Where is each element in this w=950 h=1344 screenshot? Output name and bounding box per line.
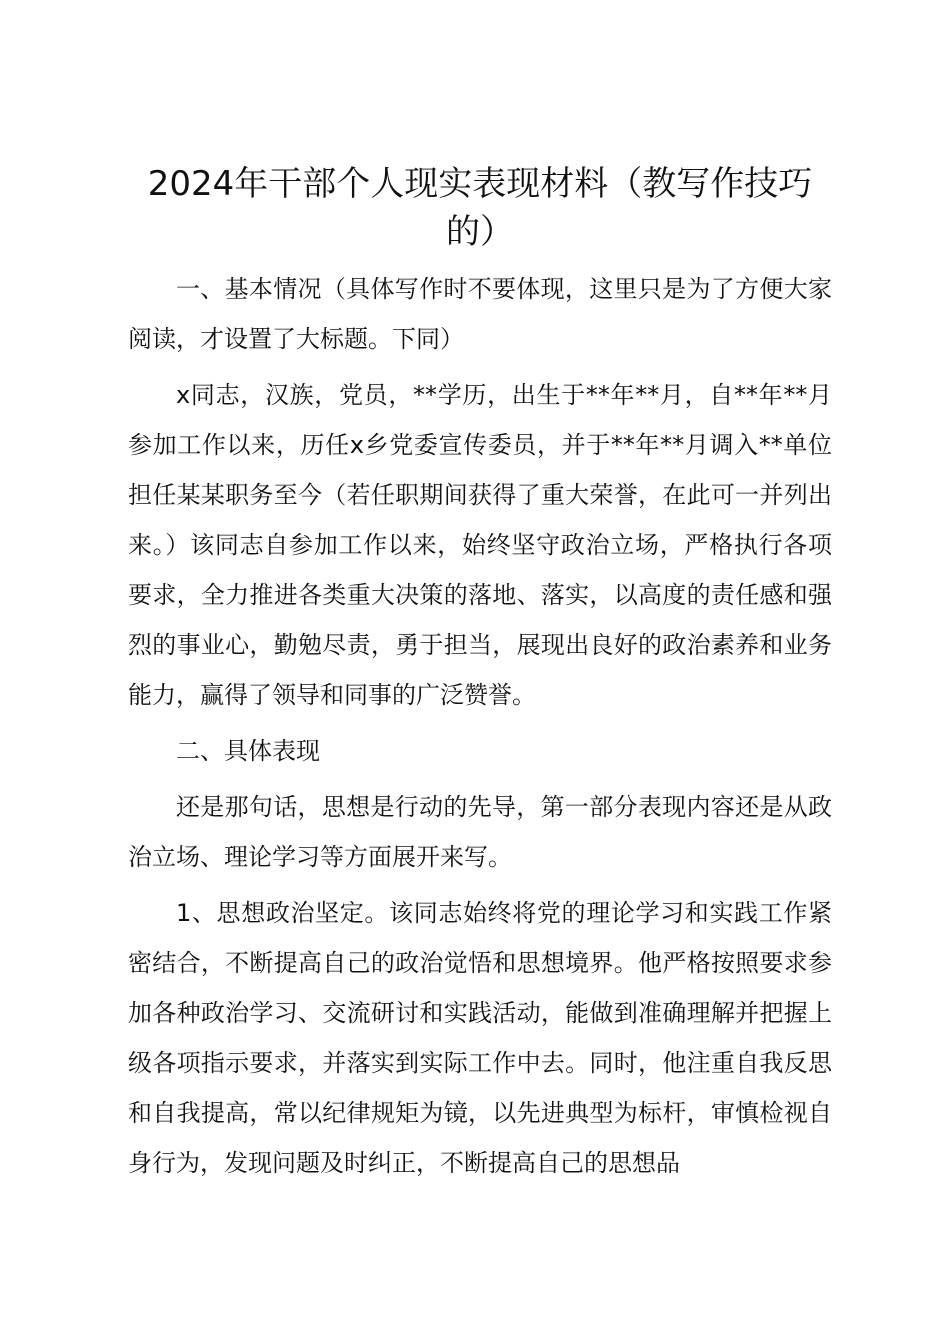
paragraph-intro: 还是那句话，思想是行动的先导，第一部分表现内容还是从政治立场、理论学习等方面展开来写。 [128,793,832,871]
section-heading-performance: 二、具体表现 [176,737,320,765]
document-body [128,160,832,1194]
document-title: 2024年干部个人现实表现材料（教写作技巧的） [147,164,813,252]
paragraph-ideology: 1、思想政治坚定。该同志始终将党的理论学习和实践工作紧密结合，不断提高自己的政治觉悟和思想境界。他严格按照要求参加各种政治学习、交流研讨和实践活动，能做到准确理解并把握上级各项指示要求，并落实到实际工作中去。同时，他注重自我反思和自我提高，常以纪律规矩为镜，以先进典型为标杆，审慎检视自身行为，发现问题及时纠正，不断提高自己的思想品 [128,899,832,1177]
section-heading-basic-info: 一、基本情况（具体写作时不要体现，这里只是为了方便大家阅读，才设置了大标题。下同） [128,275,832,353]
paragraph-personal-profile: x同志，汉族，党员，**学历，出生于**年**月，自**年**月参加工作以来，历任x乡党委宣传委员，并于**年**月调入**单位担任某某职务至今（若任职期间获得了重大荣誉，在此可一并列出来。）该同志自参加工作以来，始终坚守政治立场，严格执行各项要求，全力推进各类重大决策的落地、落实，以高度的责任感和强烈的事业心，勤勉尽责，勇于担当，展现出良好的政治素养和业务能力，赢得了领导和同事的广泛赞誉。 [128,381,832,709]
